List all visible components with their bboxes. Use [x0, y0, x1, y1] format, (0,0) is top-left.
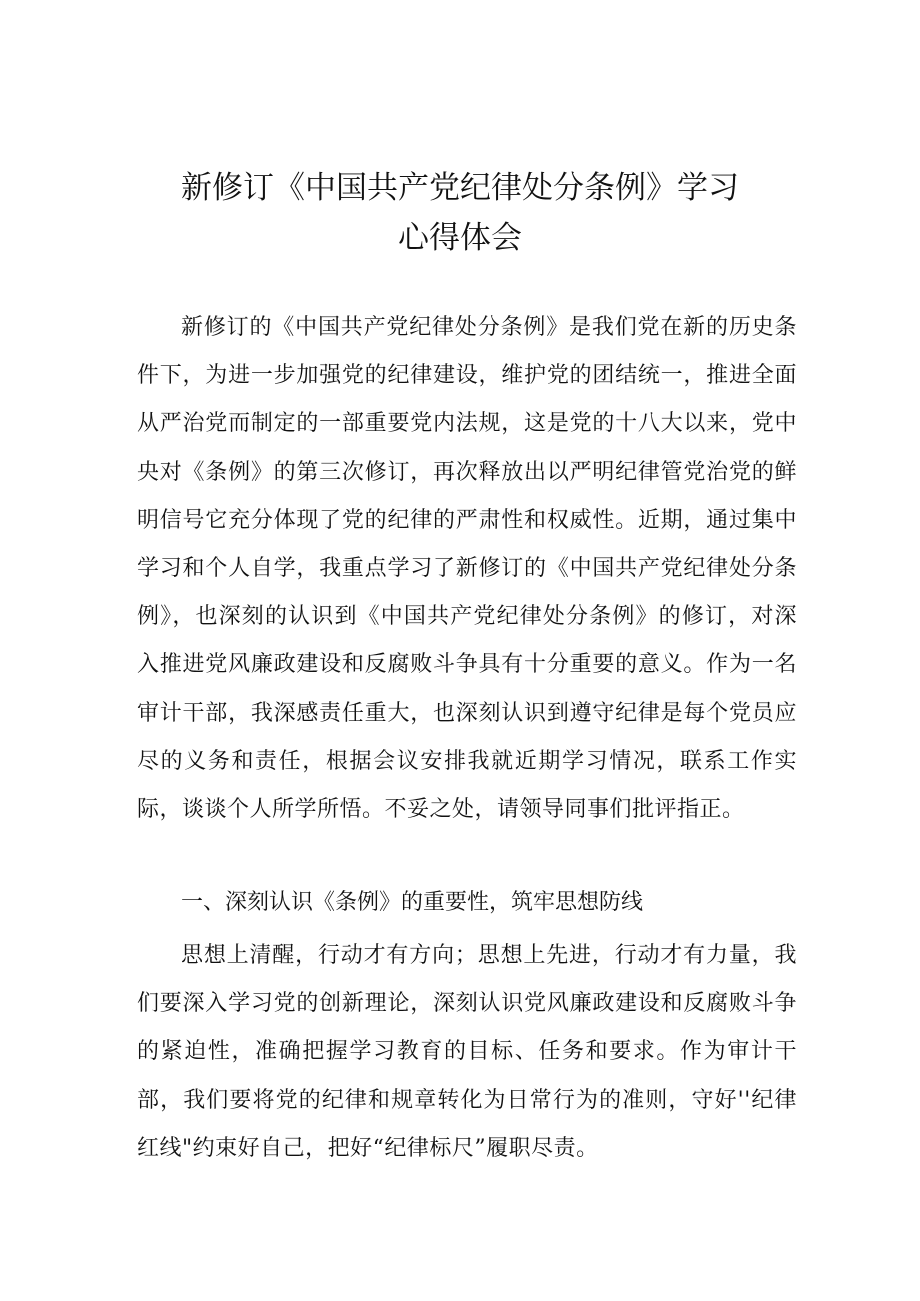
body-paragraph-section1: 思想上清醒，行动才有方向；思想上先进，行动才有力量，我们要深入学习党的创新理论，深刻认识党风廉政建设和反腐败斗争的紧迫性，准确把握学习教育的目标、任务和要求。作为审计干部，我们要将党的纪律和规章转化为日常行为的准则，守好''纪律红线"约束好自己，把好“纪律标尺”履职尽责。	[137, 943, 797, 1161]
body-paragraph-intro: 新修订的《中国共产党纪律处分条例》是我们党在新的历史条件下，为进一步加强党的纪律建设，维护党的团结统一，推进全面从严治党而制定的一部重要党内法规，这是党的十八大以来，党中央对《条例》的第三次修订，再次释放出以严明纪律管党治党的鲜明信号它充分体现了党的纪律的严肃性和权威性。近期，通过集中学习和个人自学，我重点学习了新修订的《中国共产党纪律处分条例》，也深刻的认识到《中国共产党纪律处分条例》的修订，对深入推进党风廉政建设和反腐败斗争具有十分重要的意义。作为一名审计干部，我深感责任重大，也深刻认识到遵守纪律是每个党员应尽的义务和责任，根据会议安排我就近期学习情况，联系工作实际，谈谈个人所学所悟。不妥之处，请领导同事们批评指正。	[137, 315, 797, 823]
document-title-line2: 心得体会	[398, 220, 522, 256]
section-heading-1: 一、深刻认识《条例》的重要性，筑牢思想防线	[181, 890, 644, 915]
document-title-line1: 新修订《中国共产党纪律处分条例》学习	[181, 170, 739, 206]
